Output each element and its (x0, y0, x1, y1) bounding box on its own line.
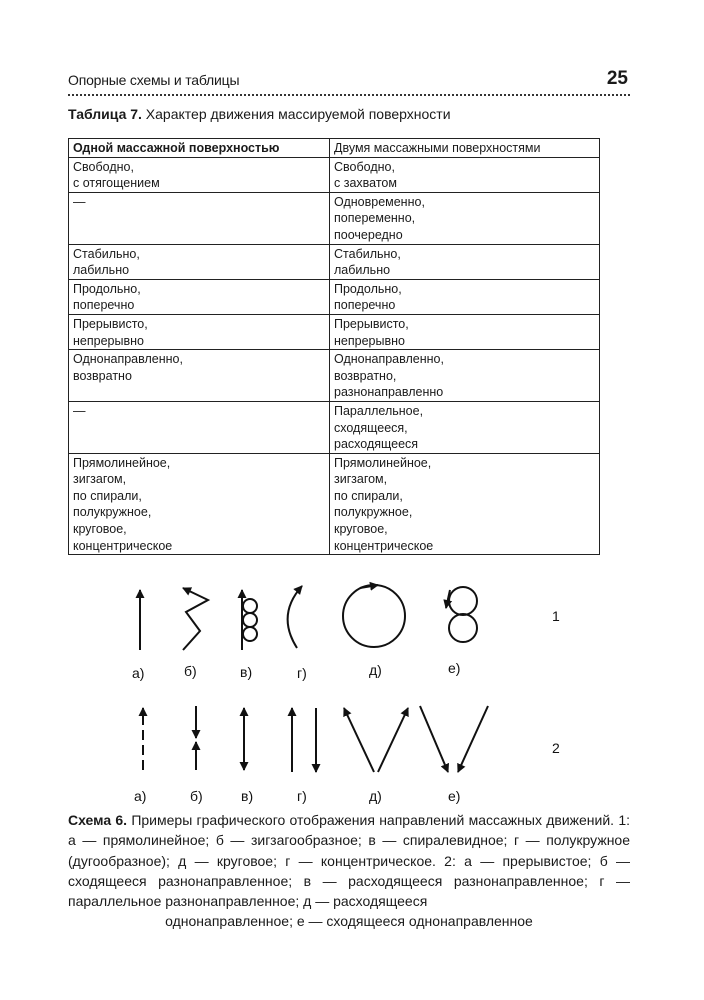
table-title (68, 106, 451, 122)
diagram-label: д) (369, 662, 382, 678)
table-cell: Одновременно, попеременно, поочередно (330, 192, 600, 244)
table-cell: Стабильно, лабильно (69, 244, 330, 279)
table-cell: Параллельное, сходящееся, расходящееся (330, 401, 600, 453)
caption-text: Примеры графического отображения направлений массажных движений. 1: а — прямолинейное; б — зигзагообразное; в — спиралевидное; г — полукружное (дугообразное); д — круговое; г — концентрическое. 2: а — прерывистое; б — сходящееся разнонаправленное; в — расходящееся разнонаправленное; г — параллельное разнонаправленное; д — расходящееся (68, 812, 630, 910)
table-row (69, 279, 600, 314)
table-cell: Стабильно, лабильно (330, 244, 600, 279)
diagram-label: е) (448, 788, 461, 804)
circle-arrow-icon (343, 585, 405, 647)
diagram-label: г) (297, 788, 307, 804)
table-cell: Свободно, с захватом (330, 157, 600, 192)
table-row (69, 157, 600, 192)
table-row (69, 350, 600, 402)
table-cell: Продольно, поперечно (69, 279, 330, 314)
table-title-text: Характер движения массируемой поверхности (141, 106, 451, 122)
table-cell: Прерывисто, непрерывно (69, 314, 330, 349)
table-cell: Прямолинейное, зигзагом, по спирали, полукружное, круговое, концентрическое (69, 453, 330, 555)
table-row (69, 244, 600, 279)
header-one-surface: Одной массажной поверхностью (69, 139, 330, 158)
diagram-label: е) (448, 660, 461, 676)
diagram-label: б) (190, 788, 203, 804)
caption-label: Схема 6. (68, 812, 128, 828)
movement-directions-diagram (0, 572, 704, 804)
diagram-label: д) (369, 788, 382, 804)
diagram-label: г) (297, 665, 307, 681)
parallel-arrows-icon (292, 708, 316, 772)
table-row (69, 192, 600, 244)
table-title-label: Таблица 7. (68, 106, 142, 122)
diagram-label: в) (240, 664, 253, 680)
table-cell: Свободно, с отягощением (69, 157, 330, 192)
spiral-arrow-icon (242, 590, 257, 650)
row-number-2: 2 (552, 740, 560, 756)
table-cell: Однонаправленно, возвратно (69, 350, 330, 402)
table-cell: Продольно, поперечно (330, 279, 600, 314)
zigzag-arrow-icon (183, 588, 208, 650)
caption-last-line: однонаправленное; е — сходящееся однонаправленное (165, 913, 533, 930)
table-cell: Прерывисто, непрерывно (330, 314, 600, 349)
diagram-label: а) (134, 788, 147, 804)
running-title: Опорные схемы и таблицы (68, 72, 240, 88)
table-cell: Прямолинейное, зигзагом, по спирали, полукружное, круговое, концентрическое (330, 453, 600, 555)
page-number: 25 (606, 68, 628, 89)
running-header (68, 66, 630, 96)
table-row (69, 401, 600, 453)
table-cell: — (69, 401, 330, 453)
table-cell: — (69, 192, 330, 244)
diverging-one-way-arrows-icon (344, 708, 408, 772)
header-two-surfaces: Двумя массажными поверхностями (330, 139, 600, 158)
diagram-label: а) (132, 665, 145, 681)
converging-one-way-arrows-icon (420, 706, 488, 772)
movement-table (68, 138, 600, 555)
table-cell: Однонаправленно, возвратно, разнонаправленно (330, 350, 600, 402)
table-row (69, 314, 600, 349)
diagram-label: б) (184, 663, 197, 679)
table-row (69, 453, 600, 555)
figure-caption (68, 810, 630, 932)
row-number-1: 1 (552, 608, 560, 624)
arc-arrow-icon (288, 586, 302, 648)
concentric-arrow-icon (446, 587, 477, 642)
diagram-label: в) (241, 788, 254, 804)
table-header-row (69, 139, 600, 158)
